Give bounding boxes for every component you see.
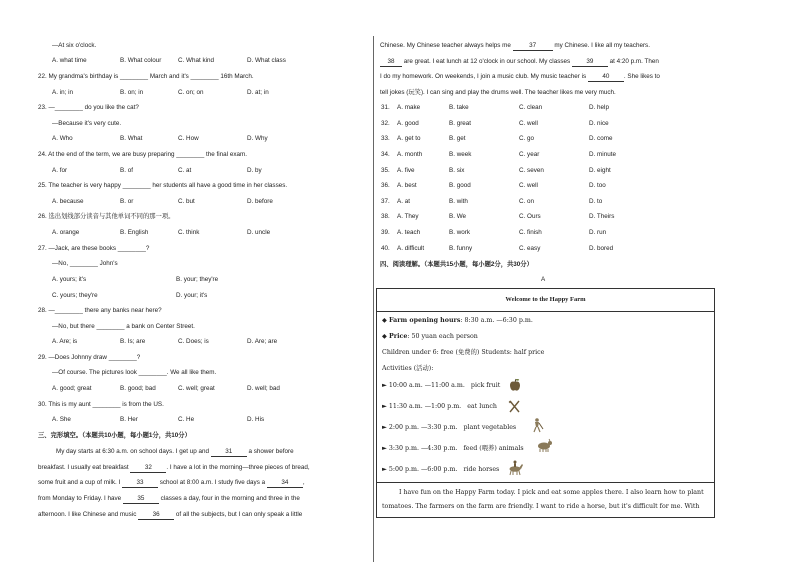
q26-option-a: A. orange xyxy=(52,229,80,236)
q26-option-d: D. uncle xyxy=(247,229,271,236)
q27-option-a: A. yours; it's xyxy=(52,276,87,283)
q26-question: 26. 选出划线部分读音与其他单词不同的那一项。 xyxy=(38,213,175,220)
q21-option-b: B. What colour xyxy=(120,57,162,64)
choice-40-num: 40. xyxy=(381,245,390,252)
q27-option-b: B. your; they're xyxy=(176,276,219,283)
choice-31-b: B. take xyxy=(449,104,469,111)
choice-40-a: A. difficult xyxy=(397,245,425,252)
q21-option-a: A. what time xyxy=(52,57,87,64)
q21-option-d: D. What class xyxy=(247,57,286,64)
farm-notice-title: Welcome to the Happy Farm xyxy=(377,289,714,312)
q24-question: 24. At the end of the term, we are busy preparing ________ the final exam. xyxy=(38,151,247,158)
q22-question: 22. My grandma's birthday is ________ March and it's ________ 16th March. xyxy=(38,73,254,80)
q23-option-d: D. Why xyxy=(247,135,268,142)
choice-34-num: 34. xyxy=(381,151,390,158)
q24-option-d: D. by xyxy=(247,167,262,174)
section4-passage-label: A xyxy=(541,276,546,283)
choice-36-d: D. too xyxy=(589,182,606,189)
q25-option-d: D. before xyxy=(247,198,273,205)
section4-heading: 四、阅读理解。（本题共15小题，每小题2分，共30分） xyxy=(380,261,533,268)
choice-37-d: D. to xyxy=(589,198,603,205)
choice-34-c: C. year xyxy=(519,151,540,158)
q28-reply: —No, but there ________ a bank on Center Street. xyxy=(52,323,195,330)
choice-32-num: 32. xyxy=(381,120,390,127)
blank-39: 39 xyxy=(572,58,608,67)
choice-39-b: B. work xyxy=(449,229,470,236)
choice-36-b: B. good xyxy=(449,182,471,189)
blank-31: 31 xyxy=(211,448,247,457)
choice-31-num: 31. xyxy=(381,104,390,111)
q29-option-b: B. good; bad xyxy=(120,385,156,392)
choice-34-d: D. minute xyxy=(589,151,616,158)
choice-37-b: B. with xyxy=(449,198,468,205)
q27-reply: —No, ________ John's xyxy=(52,260,118,267)
q29-reply: —Of course. The pictures look ________. We all like them. xyxy=(52,369,217,376)
choice-39-d: D. run xyxy=(589,229,607,236)
choice-32-c: C. well xyxy=(519,120,538,127)
choice-35-d: D. eight xyxy=(589,167,611,174)
goat-icon xyxy=(535,437,553,453)
choice-33-b: B. get xyxy=(449,135,466,142)
blank-40: 40 xyxy=(588,73,624,82)
choice-35-num: 35. xyxy=(381,167,390,174)
q25-option-a: A. because xyxy=(52,198,84,205)
choice-36-c: C. well xyxy=(519,182,538,189)
q28-option-a: A. Are; is xyxy=(52,338,78,345)
farm-passage-line-1: I have fun on the Happy Farm today. I pick and eat some apples there. I also learn how to plant xyxy=(399,489,704,496)
column-divider xyxy=(373,36,374,562)
choice-40-b: B. funny xyxy=(449,245,473,252)
blank-36: 36 xyxy=(138,511,174,520)
choice-33-num: 33. xyxy=(381,135,390,142)
q30-option-a: A. She xyxy=(52,416,71,423)
choice-38-a: A. They xyxy=(397,213,419,220)
q26-option-b: B. English xyxy=(120,229,149,236)
horse-rider-icon xyxy=(506,458,524,476)
q27-question: 27. —Jack, are these books ________? xyxy=(38,245,150,252)
q22-option-b: B. on; in xyxy=(120,89,144,96)
cloze-line-8: I do my homework. On weekends, I join a music club. My music teacher is 40 . She likes to xyxy=(380,73,660,80)
blank-32: 32 xyxy=(130,464,166,473)
choice-36-a: A. best xyxy=(397,182,417,189)
q28-option-d: D. Are; are xyxy=(247,338,278,345)
farm-children-price: Children under 6: free (免费的) Students: half price xyxy=(382,349,545,356)
q26-option-c: C. think xyxy=(178,229,200,236)
q28-question: 28. —________ there any banks near here? xyxy=(38,307,162,314)
choice-39-a: A. teach xyxy=(397,229,421,236)
q22-option-a: A. in; in xyxy=(52,89,73,96)
activity-3: ► 2:00 p.m. —3:30 p.m. plant vegetables xyxy=(382,424,517,431)
farm-notice-separator xyxy=(377,482,714,483)
choice-32-b: B. great xyxy=(449,120,472,127)
q29-question: 29. —Does Johnny draw ________? xyxy=(38,354,141,361)
farm-notice-box xyxy=(376,288,715,518)
cloze-line-9: tell jokes (玩笑). I can sing and play the drums well. The teacher likes me very much. xyxy=(380,89,616,96)
activity-1: ► 10:00 a.m. —11:00 a.m. pick fruit xyxy=(382,382,501,389)
q23-reply: —Because it's very cute. xyxy=(52,120,122,127)
q25-option-c: C. but xyxy=(178,198,195,205)
farm-price: ◆ Price: 50 yuan each person xyxy=(382,333,478,340)
blank-38: 38 xyxy=(380,58,402,67)
choice-39-c: C. finish xyxy=(519,229,542,236)
q30-option-c: C. He xyxy=(178,416,195,423)
choice-36-num: 36. xyxy=(381,182,390,189)
farmer-icon xyxy=(529,417,545,433)
q29-option-d: D. well; bad xyxy=(247,385,280,392)
choice-35-a: A. five xyxy=(397,167,415,174)
cloze-line-5: afternoon. I like Chinese and music 36 of all the subjects, but I can only speak a little xyxy=(38,511,303,518)
choice-31-d: D. help xyxy=(589,104,609,111)
q30-option-b: B. Her xyxy=(120,416,138,423)
apple-icon xyxy=(508,377,522,391)
blank-33: 33 xyxy=(122,479,158,488)
q30-question: 30. This is my aunt ________ is from the US. xyxy=(38,401,164,408)
q24-option-c: C. at xyxy=(178,167,192,174)
q27-option-d: D. your; it's xyxy=(176,292,208,299)
q25-option-b: B. or xyxy=(120,198,134,205)
q28-option-c: C. Does; is xyxy=(178,338,209,345)
q27-option-c: C. yours; they're xyxy=(52,292,98,299)
choice-39-num: 39. xyxy=(381,229,390,236)
choice-31-a: A. make xyxy=(397,104,421,111)
section3-heading: 三、完形填空。（本题共10小题，每小题1分，共10分） xyxy=(38,432,191,439)
q22-option-d: D. at; in xyxy=(247,89,269,96)
farm-activities-label: Activities (活动): xyxy=(382,365,434,372)
choice-37-a: A. at xyxy=(397,198,410,205)
choice-32-a: A. good xyxy=(397,120,419,127)
cloze-line-1: My day starts at 6:30 a.m. on school days. I get up and 31 a shower before xyxy=(56,448,294,455)
farm-hours: ◆ Farm opening hours: 8:30 a.m. —6:30 p.m. xyxy=(382,317,533,324)
blank-37: 37 xyxy=(513,42,553,51)
choice-38-num: 38. xyxy=(381,213,390,220)
q29-option-c: C. well; great xyxy=(178,385,215,392)
choice-33-a: A. get to xyxy=(397,135,421,142)
activity-5: ► 5:00 p.m. —6:00 p.m. ride horses xyxy=(382,466,500,473)
q30-option-d: D. His xyxy=(247,416,265,423)
q23-option-a: A. Who xyxy=(52,135,73,142)
choice-38-c: C. Ours xyxy=(519,213,541,220)
q24-option-a: A. for xyxy=(52,167,68,174)
choice-34-a: A. month xyxy=(397,151,423,158)
choice-33-d: D. come xyxy=(589,135,613,142)
cloze-line-3: some fruit and a cup of milk. I 33 school at 8:00 a.m. I study five days a 34 , xyxy=(38,479,305,486)
choice-35-b: B. six xyxy=(449,167,465,174)
q23-option-b: B. What xyxy=(120,135,143,142)
q22-option-c: C. on; on xyxy=(178,89,204,96)
choice-38-d: D. Theirs xyxy=(589,213,615,220)
activity-4: ► 3:30 p.m. —4:30 p.m. feed (喂养) animals xyxy=(382,445,524,452)
choice-37-num: 37. xyxy=(381,198,390,205)
q23-option-c: C. How xyxy=(178,135,199,142)
cloze-line-6: Chinese. My Chinese teacher always helps me 37 my Chinese. I like all my teachers. xyxy=(380,42,650,49)
q25-question: 25. The teacher is very happy ________ her students all have a good time in her classes. xyxy=(38,182,288,189)
q21-answer-line: —At six o'clock. xyxy=(52,42,97,49)
activity-2: ► 11:30 a.m. —1:00 p.m. eat lunch xyxy=(382,403,497,410)
cloze-line-4: from Monday to Friday. I have 35 classes a day, four in the morning and three in the xyxy=(38,495,300,502)
choice-37-c: C. on xyxy=(519,198,535,205)
choice-38-b: B. We xyxy=(449,213,467,220)
choice-32-d: D. nice xyxy=(589,120,609,127)
q29-option-a: A. good; great xyxy=(52,385,92,392)
fork-knife-icon xyxy=(508,399,522,413)
cloze-line-2: breakfast. I usually eat breakfast 32 . I have a lot in the morning—three pieces of bread, xyxy=(38,464,310,471)
choice-31-c: C. clean xyxy=(519,104,543,111)
q24-option-b: B. of xyxy=(120,167,133,174)
blank-34: 34 xyxy=(267,479,303,488)
farm-passage-line-2: tomatoes. The farmers on the farm are friendly. I want to ride a horse, but it's difficult for me. With xyxy=(382,503,700,510)
q28-option-b: B. Is; are xyxy=(120,338,146,345)
choice-33-c: C. go xyxy=(519,135,535,142)
blank-35: 35 xyxy=(123,495,159,504)
choice-34-b: B. week xyxy=(449,151,472,158)
cloze-line-7: 38 are great. I eat lunch at 12 o'clock in our school. My classes 39 at 4:20 p.m. Then xyxy=(380,58,659,67)
q21-option-c: C. What kind xyxy=(178,57,215,64)
q23-question: 23. —________ do you like the cat? xyxy=(38,104,139,111)
choice-40-c: C. easy xyxy=(519,245,541,252)
choice-40-d: D. bored xyxy=(589,245,614,252)
choice-35-c: C. seven xyxy=(519,167,544,174)
